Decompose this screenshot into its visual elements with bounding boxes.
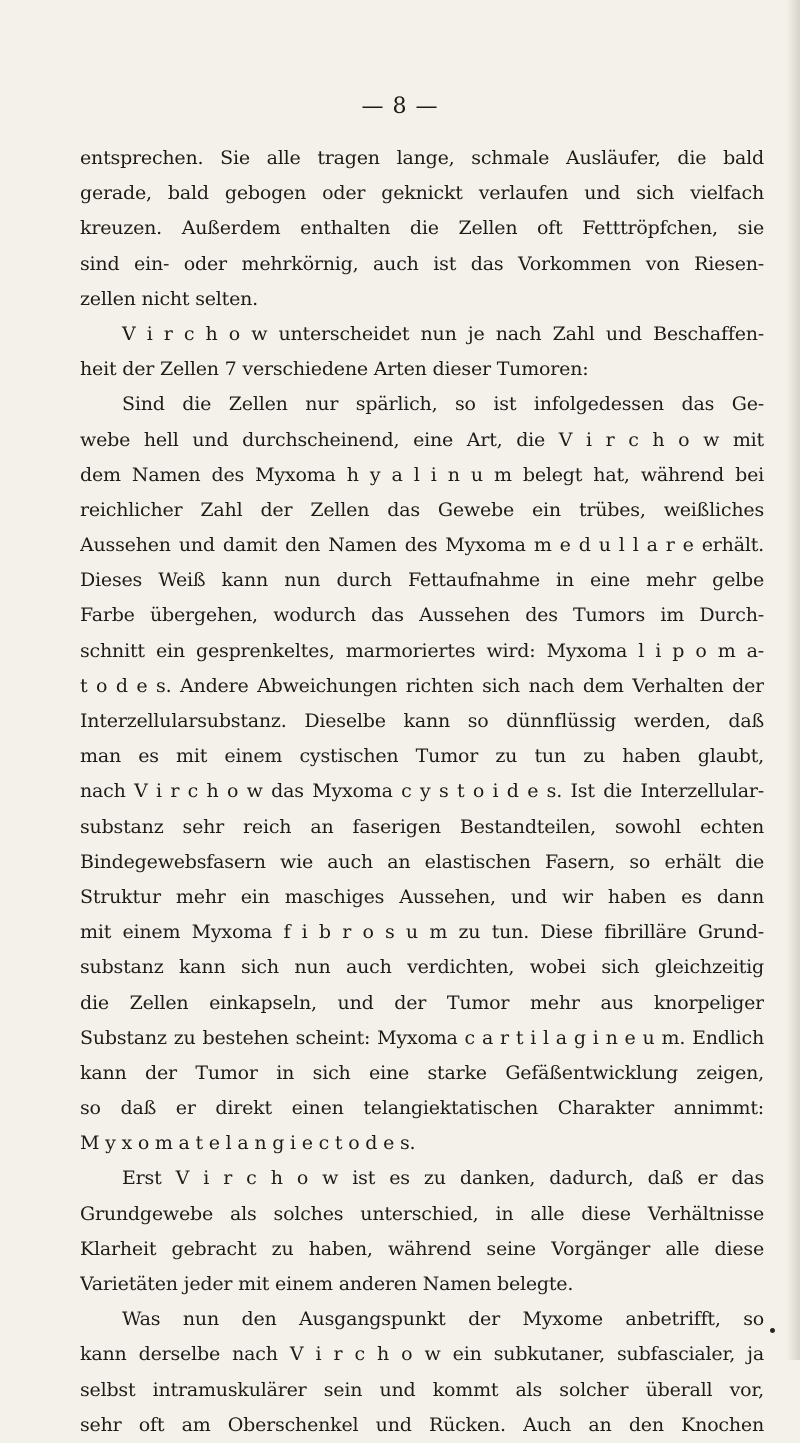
text-line: kann der Tumor in sich eine starke Gefäßentwicklung zeigen,: [80, 1061, 764, 1084]
text-line: Bindegewebsfasern wie auch an elastischen Fasern, so erhält die: [80, 850, 764, 873]
text-line: sehr oft am Oberschenkel und Rücken. Auch an den Knochen: [80, 1413, 764, 1436]
text-line: nach V i r c h o w das Myxoma c y s t o i d e s. Ist die Interzellular-: [80, 780, 764, 803]
text-line: die Zellen einkapseln, und der Tumor mehr aus knorpeliger: [80, 991, 764, 1014]
print-speck: [770, 1328, 775, 1333]
page-edge-shadow: [786, 0, 800, 1360]
text-line: gerade, bald gebogen oder geknickt verlaufen und sich vielfach: [80, 182, 764, 205]
text-line: webe hell und durchscheinend, eine Art, die V i r c h o w mit: [80, 428, 764, 451]
text-line: dem Namen des Myxoma h y a l i n u m belegt hat, während bei: [80, 463, 764, 486]
body-text: [80, 141, 764, 1443]
text-line: Farbe übergehen, wodurch das Aussehen des Tumors im Durch-: [80, 604, 764, 627]
text-line: Aussehen und damit den Namen des Myxoma m e d u l l a r e erhält.: [80, 534, 764, 557]
text-line: entsprechen. Sie alle tragen lange, schmale Ausläufer, die bald: [80, 147, 764, 169]
text-line: substanz sehr reich an faserigen Bestandteilen, sowohl echten: [80, 815, 764, 838]
text-line: Substanz zu bestehen scheint: Myxoma c a r t i l a g i n e u m. Endlich: [80, 1026, 764, 1049]
text-line: Interzellularsubstanz. Dieselbe kann so dünnflüssig werden, daß: [80, 710, 764, 732]
text-line: kann derselbe nach V i r c h o w ein subkutaner, subfascialer, ja: [80, 1343, 764, 1366]
page-number: — 8 —: [361, 94, 439, 119]
text-line: so daß er direkt einen telangiektatischen Charakter annimmt:: [80, 1097, 764, 1120]
text-line: substanz kann sich nun auch verdichten, wobei sich gleichzeitig: [80, 956, 764, 979]
text-line: M y x o m a t e l a n g i e c t o d e s.: [80, 1132, 416, 1155]
text-line: mit einem Myxoma f i b r o s u m zu tun. Diese fibrilläre Grund-: [80, 921, 764, 944]
text-line: man es mit einem cystischen Tumor zu tun zu haben glaubt,: [80, 745, 764, 768]
text-line: t o d e s. Andere Abweichungen richten sich nach dem Verhalten der: [80, 674, 764, 697]
text-line: Erst V i r c h o w ist es zu danken, dadurch, daß er das: [122, 1167, 764, 1190]
text-line: schnitt ein gesprenkeltes, marmoriertes wird: Myxoma l i p o m a-: [80, 639, 764, 662]
text-line: reichlicher Zahl der Zellen das Gewebe ein trübes, weißliches: [80, 498, 764, 521]
text-line: zellen nicht selten.: [80, 287, 259, 310]
text-line: Was nun den Ausgangspunkt der Myxome anbetrifft, so: [122, 1308, 764, 1331]
text-line: Klarheit gebracht zu haben, während seine Vorgänger alle diese: [80, 1237, 764, 1260]
text-line: V i r c h o w unterscheidet nun je nach Zahl und Beschaffen-: [122, 322, 764, 345]
text-line: sind ein- oder mehrkörnig, auch ist das Vorkommen von Riesen-: [80, 252, 764, 275]
text-line: heit der Zellen 7 verschiedene Arten dieser Tumoren:: [80, 358, 589, 381]
text-line: selbst intramuskulärer sein und kommt als solcher überall vor,: [80, 1378, 764, 1401]
text-line: Varietäten jeder mit einem anderen Namen belegte.: [80, 1273, 574, 1295]
text-line: Grundgewebe als solches unterschied, in alle diese Verhältnisse: [80, 1202, 764, 1225]
text-line: Sind die Zellen nur spärlich, so ist infolgedessen das Ge-: [122, 393, 764, 416]
text-line: kreuzen. Außerdem enthalten die Zellen oft Fetttröpfchen, sie: [80, 217, 764, 240]
text-line: Dieses Weiß kann nun durch Fettaufnahme in eine mehr gelbe: [80, 569, 764, 592]
text-line: Struktur mehr ein maschiges Aussehen, und wir haben es dann: [80, 885, 764, 908]
